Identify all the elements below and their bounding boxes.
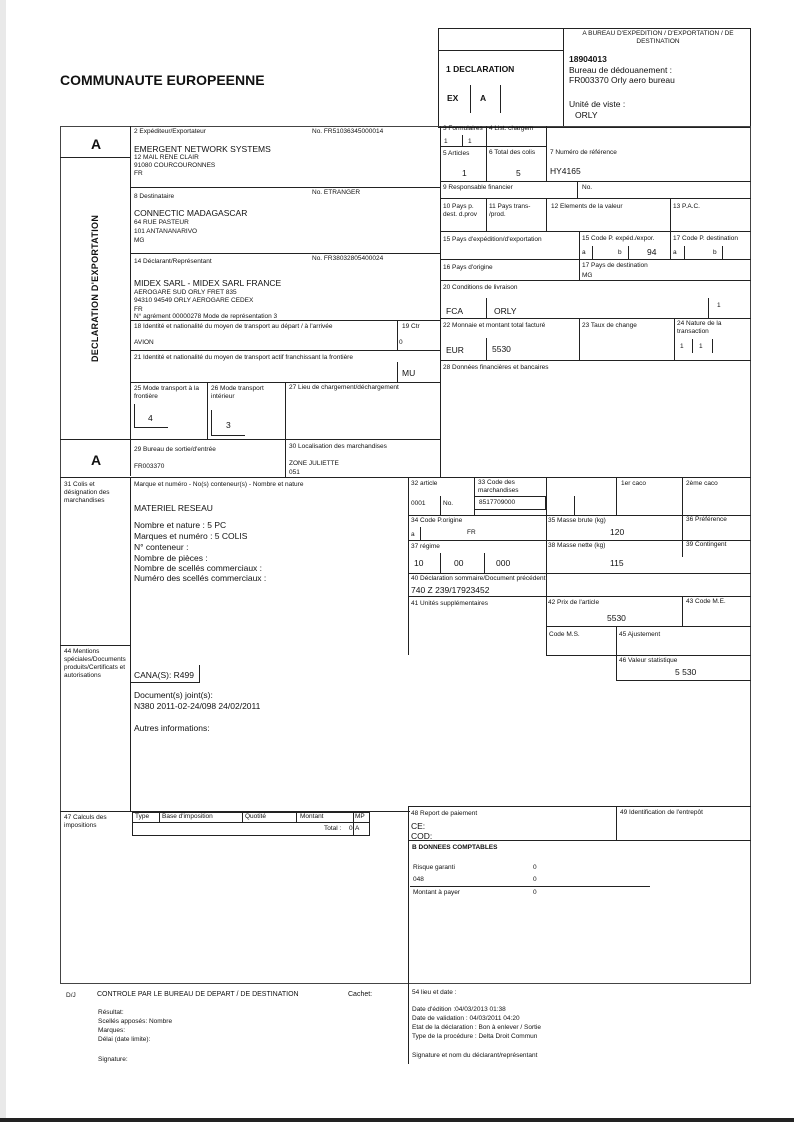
scan-bottom-bar — [0, 1118, 794, 1122]
box15a-value: 94 — [647, 247, 657, 257]
bureau-dedouanement-label: Bureau de dédouanement : — [569, 65, 673, 75]
code-048-label: 048 — [413, 876, 424, 883]
box14-label: 14 Déclarant/Représentant — [134, 258, 212, 265]
box10-label-2: dest. d.prov — [443, 211, 477, 218]
box8-no: No. ETRANGER — [312, 189, 361, 196]
caco-1: 1er caco — [621, 480, 646, 487]
letter-a-1: A — [91, 136, 102, 152]
box3-value-2: 1 — [468, 138, 472, 145]
box49-label: 49 Identification de l'entrepôt — [620, 809, 703, 816]
box41-label: 41 Unités supplémentaires — [411, 600, 488, 607]
code-048-value: 0 — [533, 876, 537, 883]
box29-label: 29 Bureau de sortie/d'entrée — [134, 446, 216, 453]
goods-desc-2: Marques et numéro : 5 COLIS — [134, 531, 248, 541]
marks-label: Marque et numéro - No(s) conteneur(s) - Nombre et nature — [134, 481, 304, 488]
box48-cod: COD: — [411, 831, 433, 841]
b-donnees-label: B DONNEES COMPTABLES — [412, 844, 498, 851]
goods-desc-1: Nombre et nature : 5 PC — [134, 520, 227, 530]
box18-label: 18 Identité et nationalité du moyen de transport au départ / à l'arrivée — [134, 323, 333, 330]
declaration-code-1: EX — [447, 93, 459, 103]
box25-value: 4 — [148, 413, 153, 423]
box54-line-1: Date d'édition :04/03/2013 01:38 — [412, 1006, 506, 1013]
box6-value: 5 — [516, 168, 521, 178]
box20-label: 20 Conditions de livraison — [443, 284, 518, 291]
goods-desc-4: Nombre de pièces : — [134, 553, 208, 563]
box2-label: 2 Expéditeur/Exportateur — [134, 128, 206, 135]
col-montant: Montant — [300, 813, 324, 820]
box2-line-1: EMERGENT NETWORK SYSTEMS — [134, 144, 271, 154]
box17a-b: b — [713, 249, 717, 256]
scan-edge — [0, 0, 6, 1122]
box11-label-1: 11 Pays trans- — [489, 203, 531, 210]
box8-line-1: CONNECTIC MADAGASCAR — [134, 208, 248, 218]
box14-line-4: FR — [134, 306, 143, 313]
box20-value-2: ORLY — [494, 306, 517, 316]
col-quotite: Quotité — [245, 813, 266, 820]
box21-value: MU — [402, 368, 416, 378]
box12-label: 12 Elements de la valeur — [551, 203, 623, 210]
box17-value: MG — [582, 272, 593, 279]
box40-label: 40 Déclaration sommaire/Document précédent — [411, 575, 546, 582]
box26-value: 3 — [226, 420, 231, 430]
box3-value-1: 1 — [444, 138, 448, 145]
box37-value-3: 000 — [496, 558, 511, 568]
box15-label: 15 Pays d'expédition/d'exportation — [443, 236, 542, 243]
box24-value-1: 1 — [680, 343, 684, 350]
box45-label: 45 Ajustement — [619, 631, 661, 638]
box15a-b: b — [618, 249, 622, 256]
box48-ce: CE: — [411, 821, 426, 831]
box22-amount: 5530 — [492, 344, 511, 354]
declaration-label: 1 DECLARATION — [446, 64, 515, 74]
bureau-number: 18904013 — [569, 54, 607, 64]
box54-label: 54 lieu et date : — [412, 989, 457, 996]
box46-value: 5 530 — [675, 667, 697, 677]
box44-label: 44 Mentions spéciales/Documents produits/Certificats et autorisations — [64, 648, 126, 679]
box22-currency: EUR — [446, 345, 464, 355]
box13-label: 13 P.A.C. — [673, 203, 700, 210]
box54-line-2: Date de validation : 04/03/2011 04:20 — [412, 1015, 520, 1022]
box38-label: 38 Masse nette (kg) — [548, 542, 606, 549]
box14-line-1: MIDEX SARL - MIDEX SARL FRANCE — [134, 278, 282, 288]
box26-label: 26 Mode transport intérieur — [211, 385, 264, 400]
box16-label: 16 Pays d'origine — [443, 264, 493, 271]
risque-label: Risque garanti — [413, 864, 455, 871]
box2-line-4: FR — [134, 170, 143, 177]
box37-label: 37 régime — [411, 543, 440, 550]
box44-docs-value: N380 2011-02-24/098 24/02/2011 — [134, 701, 261, 711]
box54-line-4: Type de la procédure : Delta Droit Commun — [412, 1033, 538, 1040]
box14-line-5: N° agrément 00000278 Mode de représentation 3 — [134, 313, 278, 320]
dj-label: D/J — [66, 992, 76, 999]
box9-no: No. — [582, 184, 593, 191]
page-title: COMMUNAUTE EUROPEENNE — [60, 72, 265, 88]
vertical-declaration-label: DECLARATION D'EXPORTATION — [90, 214, 100, 362]
total-label: Total : — [324, 825, 342, 832]
box5-value: 1 — [462, 168, 467, 178]
box36-label: 36 Préférence — [686, 516, 727, 523]
risque-value: 0 — [533, 864, 537, 871]
controle-label: CONTROLE PAR LE BUREAU DE DEPART / DE DESTINATION — [97, 991, 299, 998]
box43-label: 43 Code M.E. — [686, 598, 726, 605]
box44-canas: CANA(S): R499 — [134, 670, 194, 680]
box27-label: 27 Lieu de chargement/déchargement — [289, 384, 399, 391]
total-value: 0 — [349, 825, 353, 832]
box44-docs-label: Document(s) joint(s): — [134, 690, 213, 700]
box24-label: 24 Nature de la transaction — [677, 320, 722, 335]
box18-value: AVION — [134, 339, 154, 346]
box38-value: 115 — [610, 558, 624, 568]
code-ms-label: Code M.S. — [549, 631, 580, 638]
goods-desc-5: Nombre de scellés commerciaux : — [134, 563, 263, 573]
box28-label: 28 Données financières et bancaires — [443, 364, 549, 371]
montant-payer-label: Montant à payer — [413, 889, 460, 896]
box32-no: No. — [443, 500, 454, 507]
goods-title: MATERIEL RESEAU — [134, 503, 213, 513]
box2-line-3: 91080 COURCOURONNES — [134, 162, 216, 169]
box7-label: 7 Numéro de référence — [550, 149, 617, 156]
box20-value-1: FCA — [446, 306, 463, 316]
box37-value-1: 10 — [414, 558, 424, 568]
box4-label: 4 List. chargem — [489, 125, 534, 132]
box30-label: 30 Localisation des marchandises — [289, 443, 387, 450]
resultat-line-2: Scellés apposés: Nombre — [98, 1018, 173, 1025]
box8-label: 8 Destinataire — [134, 193, 175, 200]
box25-label: 25 Mode transport à la frontière — [134, 385, 200, 400]
box23-label: 23 Taux de change — [582, 322, 637, 329]
box32-label: 32 article — [411, 480, 438, 487]
box8-line-2: 64 RUE PASTEUR — [134, 219, 189, 226]
letter-a-2: A — [91, 452, 102, 468]
box35-value: 120 — [610, 527, 625, 537]
box2-no: No. FR51036345000014 — [312, 128, 384, 135]
cachet-label: Cachet: — [348, 991, 373, 998]
col-type: Type — [135, 813, 150, 820]
box15a-label: 15 Code P. expéd./expor. — [582, 235, 655, 242]
resultat-line-3: Marques: — [98, 1027, 126, 1034]
box11-label-2: /prod. — [489, 211, 506, 218]
box3-label: 3 Formulaires — [443, 125, 483, 132]
box14-line-3: 94310 94549 ORLY AEROGARE CEDEX — [134, 297, 254, 304]
box47-label: 47 Calculs des impositions — [64, 814, 107, 829]
col-mp: MP — [355, 813, 365, 820]
box17a-label: 17 Code P. destination — [673, 235, 738, 242]
unite-visite-label: Unité de viste : — [569, 99, 626, 109]
box7-value: HY4165 — [550, 166, 581, 176]
box21-label: 21 Identité et nationalité du moyen de transport actif franchissant la frontière — [134, 354, 353, 361]
box6-label: 6 Total des colis — [489, 149, 536, 156]
box48-label: 48 Report de paiement — [411, 810, 478, 817]
box34-label: 34 Code P.origine — [411, 517, 463, 524]
box19-label: 19 Ctr — [402, 323, 420, 330]
box29-value: FR003370 — [134, 463, 165, 470]
box33-label: 33 Code des marchandises — [478, 479, 519, 494]
signature-label: Signature: — [98, 1056, 128, 1063]
box35-label: 35 Masse brute (kg) — [548, 517, 606, 524]
caco-2: 2ème caco — [686, 480, 718, 487]
box10-label-1: 10 Pays p. — [443, 203, 474, 210]
total-mp: A — [355, 825, 360, 832]
box8-line-3: 101 ANTANANARIVO — [134, 228, 198, 235]
box17-label: 17 Pays de destination — [582, 262, 648, 269]
box17a-a: a — [673, 249, 677, 256]
box15a-a: a — [582, 249, 586, 256]
box42-label: 42 Prix de l'article — [548, 599, 600, 606]
box30-value-1: ZONE JULIETTE — [289, 460, 339, 467]
resultat-line-4: Délai (date limite): — [98, 1036, 151, 1043]
box32-value: 0001 — [411, 500, 426, 507]
box46-label: 46 Valeur statistique — [619, 657, 678, 664]
goods-desc-6: Numéro des scellés commerciaux : — [134, 573, 267, 583]
box30-value-2: 051 — [289, 469, 300, 476]
col-base: Base d'imposition — [162, 813, 213, 820]
box22-label: 22 Monnaie et montant total facturé — [443, 322, 546, 329]
box40-value: 740 Z 239/17923452 — [411, 585, 490, 595]
box42-value: 5530 — [607, 613, 626, 623]
box37-value-2: 00 — [454, 558, 464, 568]
unite-visite-value: ORLY — [575, 110, 598, 120]
box54-line-3: Etat de la déclaration : Bon à enlever / Sortie — [412, 1024, 541, 1031]
box8-line-4: MG — [134, 237, 145, 244]
box34-value: FR — [467, 529, 476, 536]
box33-value: 8517709000 — [479, 499, 516, 506]
goods-desc-3: N° conteneur : — [134, 542, 189, 552]
box44-autres: Autres informations: — [134, 723, 210, 733]
box2-line-2: 12 MAIL RENE CLAIR — [134, 154, 199, 161]
box5-label: 5 Articles — [443, 150, 470, 157]
box39-label: 39 Contingent — [686, 541, 727, 548]
box19-value: 0 — [399, 339, 403, 346]
box14-no: No. FR38032805400024 — [312, 255, 384, 262]
box20-value-3: 1 — [717, 302, 721, 309]
box54-signature: Signature et nom du déclarant/représentant — [412, 1052, 538, 1059]
box34-a: a — [411, 531, 415, 538]
box31-label: 31 Colis et désignation des marchandises — [64, 481, 110, 504]
box14-line-2: AEROGARE SUD ORLY FRET 835 — [134, 289, 237, 296]
bureau-dedouanement-value: FR003370 Orly aero bureau — [569, 75, 675, 85]
box9-label: 9 Responsable financier — [443, 184, 513, 191]
declaration-code-2: A — [480, 93, 487, 103]
bureau-label: A BUREAU D'EXPEDITION / D'EXPORTATION / DE DESTINATION — [582, 30, 734, 45]
resultat-line-1: Résultat: — [98, 1009, 124, 1016]
box24-value-2: 1 — [699, 343, 703, 350]
montant-payer-value: 0 — [533, 889, 537, 896]
